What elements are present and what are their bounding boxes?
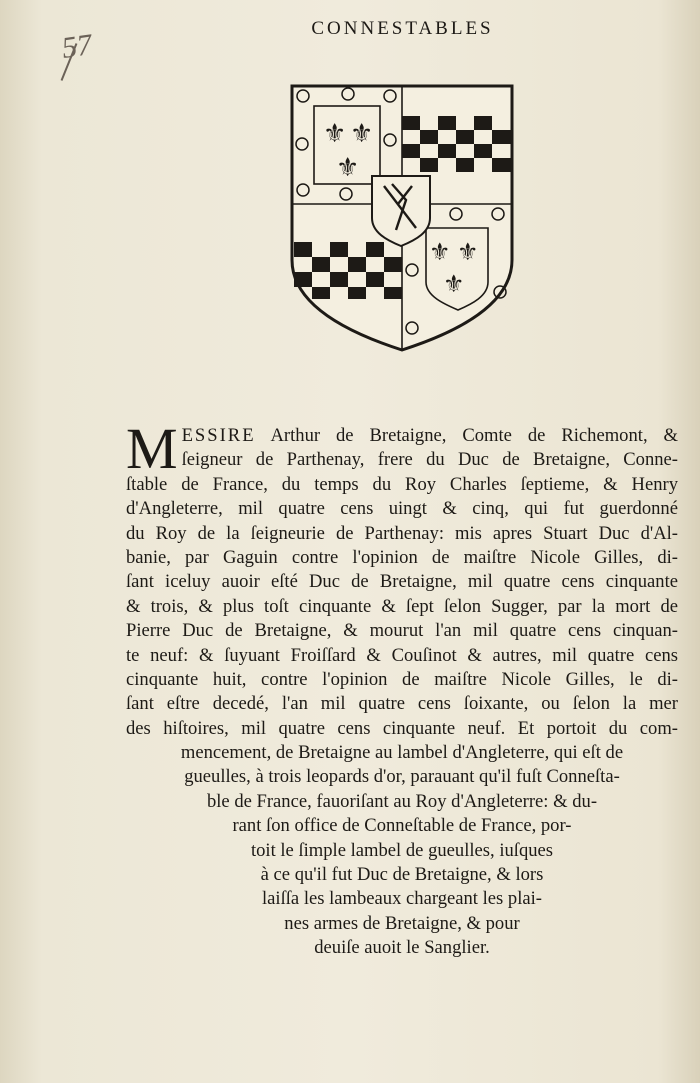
drop-cap: M: [126, 416, 178, 481]
running-header: CONNESTABLES: [311, 18, 494, 39]
text-line-4: d'Angleterre, mil quatre cens uingt & cinq, qui fut guerdonné: [126, 498, 678, 520]
svg-text:⚜: ⚜: [323, 119, 347, 149]
text-line-11: cinquante huit, contre l'opinion de maiſtre Nicole Gilles, le di-: [126, 668, 678, 690]
text-line-12: ſant eſtre decedé, l'an mil quatre cens ſoixante, ou ſelon la mer: [126, 693, 678, 715]
small-caps: ESSIRE: [181, 425, 256, 446]
text-line-8: & trois, & plus toſt cinquante & ſept ſelon Sugger, par la mort de: [126, 595, 678, 617]
line-text: Arthur de Bretaigne, Comte de Richemont, &: [255, 425, 678, 446]
text-line-21: nes armes de Bretaigne, & pour: [284, 912, 520, 934]
text-line-2: ſeigneur de Parthenay, frere du Duc de Bretaigne, Conne-: [181, 449, 678, 471]
text-line-20: laiſſa les lambeaux chargeant les plai-: [262, 888, 542, 910]
text-line-15: gueulles, à trois leopards d'or, parauant qu'il fuſt Conneſta-: [184, 766, 620, 788]
svg-text:⚜: ⚜: [457, 238, 479, 266]
text-line-10: te neuf: & ſuyuant Froiſſard & Couſinot & autres, mil quatre cens: [126, 644, 678, 666]
svg-text:⚜: ⚜: [336, 153, 360, 183]
svg-text:⚜: ⚜: [350, 119, 374, 149]
text-line-9: Pierre Duc de Bretaigne, & mourut l'an mil quatre cens cinquan-: [126, 620, 678, 642]
text-line-19: à ce qu'il fut Duc de Bretaigne, & lors: [260, 864, 544, 886]
heraldic-shield-icon: [288, 82, 516, 354]
text-line-3: ſtable de France, du temps du Roy Charles ſeptieme, & Henry: [126, 473, 678, 495]
text-line-13: des hiſtoires, mil quatre cens cinquante neuf. Et portoit du com-: [126, 717, 678, 739]
text-line-18: toit le ſimple lambel de gueulles, iuſques: [250, 839, 554, 861]
text-line-6: banie, par Gaguin contre l'opinion de maiſtre Nicole Gilles, di-: [126, 546, 678, 568]
text-line-22: deuiſe auoit le Sanglier.: [314, 937, 490, 959]
text-line-5: du Roy de la ſeigneurie de Parthenay: mis apres Stuart Duc d'Al-: [126, 522, 678, 544]
text-line-14: mencement, de Bretaigne au lambel d'Angleterre, qui eſt de: [180, 742, 624, 764]
text-line-16: ble de France, fauoriſant au Roy d'Angleterre: & du-: [206, 790, 598, 812]
folio-number: 57: [59, 28, 95, 65]
text-line-17: rant ſon office de Conneſtable de France, por-: [232, 815, 572, 837]
svg-text:⚜: ⚜: [429, 238, 451, 266]
body-text: [126, 416, 678, 961]
text-line-7: ſant iceluy auoir eſté Duc de Bretaigne, mil quatre cens cinquante: [126, 571, 678, 593]
svg-text:⚜: ⚜: [443, 270, 465, 298]
